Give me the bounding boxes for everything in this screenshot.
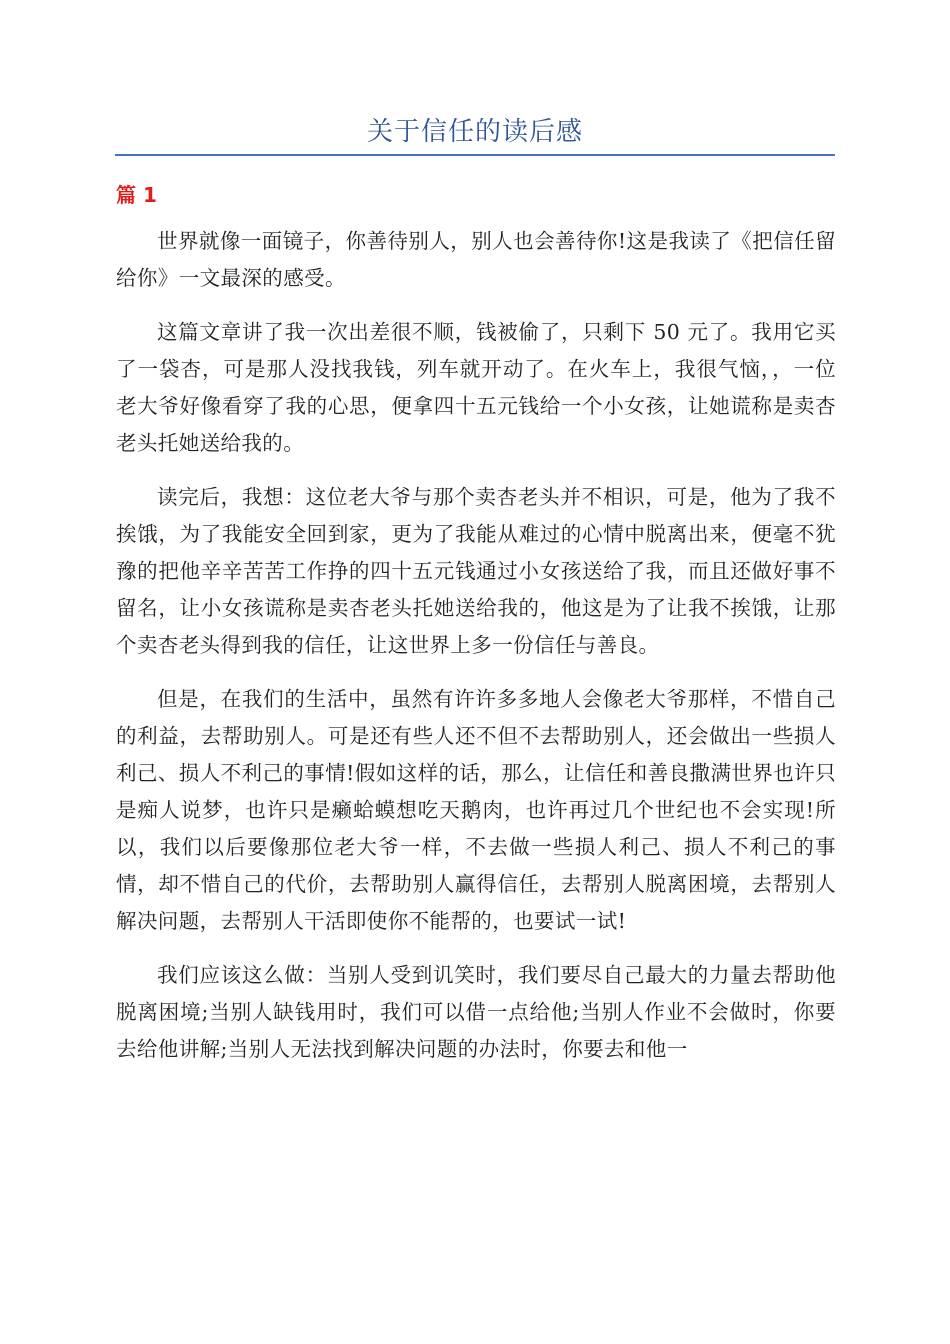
paragraph-3: 读完后，我想：这位老大爷与那个卖杏老头并不相识，可是，他为了我不挨饿，为了我能安全回到家，更为了我能从难过的心情中脱离出来，便毫不犹豫的把他辛辛苦苦工作挣的四十五元钱通过小女孩送给了我，而且还做好事不留名，让小女孩谎称是卖杏老头托她送给我的，他这是为了让我不挨饿，让那个卖杏老头得到我的信任，让这世界上多一份信任与善良。 bbox=[116, 485, 836, 657]
paragraph-2: 这篇文章讲了我一次出差很不顺，钱被偷了，只剩下 50 元了。我用它买了一袋杏，可是那人没找我钱，列车就开动了。在火车上，我很气恼，，一位老大爷好像看穿了我的心思，便拿四十五元钱给一个小女孩，让她谎称是卖杏老头托她送给我的。 bbox=[116, 320, 836, 455]
paragraph-1: 世界就像一面镜子，你善待别人，别人也会善待你!这是我读了《把信任留给你》一文最深的感受。 bbox=[116, 229, 836, 290]
section-heading: 篇 1 bbox=[116, 183, 157, 207]
document-title: 关于信任的读后感 bbox=[366, 117, 583, 147]
paragraph-4: 但是，在我们的生活中，虽然有许许多多地人会像老大爷那样，不惜自己的利益，去帮助别人。可是还有些人还不但不去帮助别人，还会做出一些损人利己、损人不利己的事情!假如这样的话，那么，让信任和善良撒满世界也许只是痴人说梦，也许只是癞蛤蟆想吃天鹅肉，也许再过几个世纪也不会实现!所以，我们以后要像那位老大爷一样，不去做一些损人利己、损人不利己的事情，却不惜自己的代价，去帮助别人赢得信任，去帮别人脱离困境，去帮别人解决问题，去帮别人干活即使你不能帮的，也要试一试! bbox=[116, 687, 836, 933]
title-underline bbox=[115, 154, 835, 156]
paragraph-5: 我们应该这么做：当别人受到讥笑时，我们要尽自己最大的力量去帮助他脱离困境;当别人缺钱用时，我们可以借一点给他;当别人作业不会做时，你要去给他讲解;当别人无法找到解决问题的办法时，你要去和他一 bbox=[116, 963, 836, 1061]
document-body bbox=[116, 223, 836, 1085]
